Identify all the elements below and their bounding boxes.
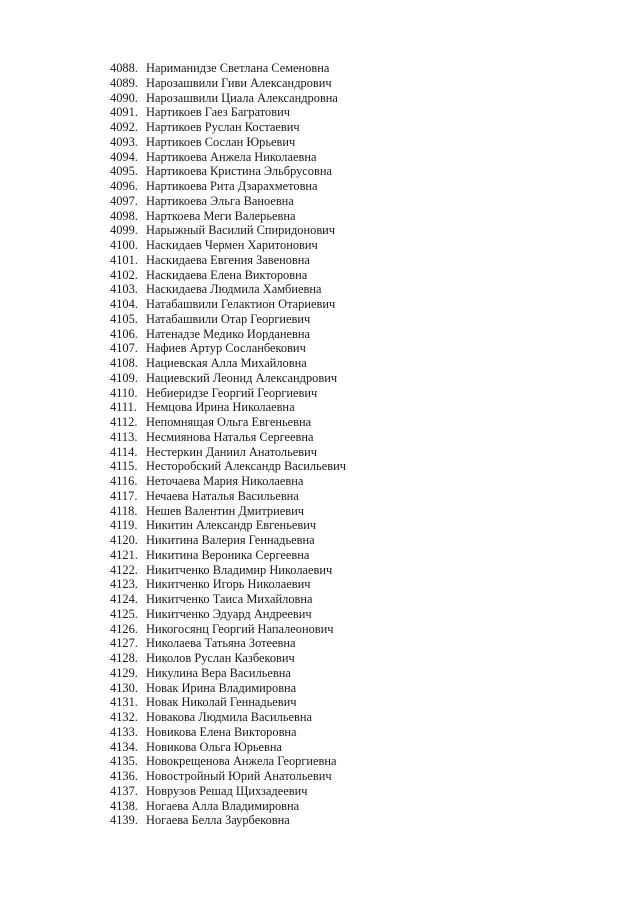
list-item: [110, 164, 346, 179]
list-item: [110, 415, 346, 430]
entry-number: 4104.: [110, 297, 138, 311]
entry-number: 4100.: [110, 238, 138, 252]
entry-number: 4106.: [110, 326, 138, 341]
list-item: [110, 754, 346, 769]
entry-name: Натабашвили Отар Георгиевич: [146, 311, 311, 326]
list-item: [110, 400, 346, 415]
entry-name: Нартикоев Сослан Юрьевич: [146, 134, 296, 149]
list-item: [110, 651, 346, 666]
entry-name: Нартикоев Руслан Костаевич: [146, 120, 300, 134]
entry-name: Нечаева Наталья Васильевна: [146, 488, 299, 503]
entry-number: 4125.: [110, 606, 138, 621]
entry-number: 4097.: [110, 193, 138, 208]
entry-name: Нестеркин Даниил Анатольевич: [146, 444, 317, 459]
entry-name: Новостройный Юрий Анатольевич: [146, 769, 332, 783]
entry-number: 4138.: [110, 798, 138, 813]
entry-number: 4093.: [110, 134, 138, 149]
entry-name: Нартикоев Гаез Багратович: [146, 105, 290, 120]
list-item: [110, 607, 346, 622]
entry-name: Натенадзе Медико Иорданевна: [146, 326, 311, 341]
entry-number: 4116.: [110, 474, 138, 488]
entry-name: Нарыжный Василий Спиридонович: [146, 223, 336, 238]
entry-number: 4126.: [110, 621, 138, 636]
entry-name: Новрузов Решад Щихзадеевич: [146, 783, 308, 798]
entry-number: 4120.: [110, 533, 138, 547]
entry-number: 4092.: [110, 120, 138, 134]
entry-name: Никогосянц Георгий Напалеонович: [146, 621, 334, 636]
entry-name: Небиеридзе Георгий Георгиевич: [146, 385, 318, 400]
entry-number: 4111.: [110, 400, 137, 415]
entry-name: Непомнящая Ольга Евгеньевна: [146, 415, 312, 429]
entry-number: 4136.: [110, 769, 138, 783]
entry-number: 4129.: [110, 665, 138, 680]
list-item: [110, 238, 346, 253]
entry-number: 4108.: [110, 356, 138, 370]
entry-number: 4139.: [110, 813, 138, 828]
list-item: [110, 666, 346, 681]
entry-name: Никитченко Владимир Николаевич: [146, 562, 333, 577]
entry-number: 4109.: [110, 370, 138, 385]
entry-name: Нартикоева Эльга Ваноевна: [146, 193, 294, 208]
entry-number: 4110.: [110, 385, 138, 400]
entry-number: 4096.: [110, 179, 138, 193]
entry-name: Нарозашвили Гиви Александрович: [146, 75, 332, 90]
entry-name: Никитин Александр Евгеньевич: [146, 518, 317, 533]
entry-name: Нартикоева Рита Дзарахметовна: [146, 179, 318, 193]
list-item: [110, 799, 346, 814]
entry-number: 4128.: [110, 651, 138, 665]
entry-name: Немцова Ирина Николаевна: [146, 400, 295, 415]
entry-number: 4088.: [110, 61, 138, 75]
list-item: [110, 194, 346, 209]
list-item: [110, 548, 346, 563]
list-item: [110, 474, 346, 489]
list-item: [110, 135, 346, 150]
entry-number: 4102.: [110, 267, 138, 282]
entry-name: Никитина Вероника Сергеевна: [146, 547, 310, 562]
entry-number: 4135.: [110, 754, 138, 769]
entry-name: Никитченко Игорь Николаевич: [146, 577, 311, 592]
list-item: [110, 489, 346, 504]
entry-number: 4099.: [110, 223, 138, 238]
entry-name: Николаева Татьяна Зотеевна: [146, 636, 296, 651]
entry-number: 4134.: [110, 739, 138, 754]
entry-number: 4094.: [110, 149, 138, 164]
entry-name: Никулина Вера Васильевна: [146, 665, 291, 680]
entry-name: Ногаева Белла Заурбековна: [146, 813, 290, 828]
entry-number: 4089.: [110, 75, 138, 90]
entry-name: Наскидаев Чермен Харитонович: [146, 238, 318, 252]
name-list: [110, 61, 346, 828]
list-item: [110, 253, 346, 268]
entry-number: 4121.: [110, 547, 138, 562]
entry-name: Ногаева Алла Владимировна: [146, 798, 300, 813]
entry-name: Николов Руслан Казбекович: [146, 651, 295, 665]
list-item: [110, 518, 346, 533]
entry-name: Новокрещенова Анжела Георгиевна: [146, 754, 337, 769]
list-item: [110, 577, 346, 592]
list-item: [110, 695, 346, 710]
list-item: [110, 445, 346, 460]
entry-name: Нациевская Алла Михайловна: [146, 356, 307, 370]
entry-name: Наскидаева Елена Викторовна: [146, 267, 308, 282]
entry-number: 4132.: [110, 710, 138, 724]
entry-name: Нартикоева Анжела Николаевна: [146, 149, 317, 164]
entry-name: Никитина Валерия Геннадьевна: [146, 533, 315, 547]
entry-number: 4133.: [110, 724, 138, 739]
list-item: [110, 636, 346, 651]
entry-number: 4131.: [110, 695, 138, 710]
list-item: [110, 356, 346, 371]
entry-number: 4117.: [110, 488, 138, 503]
list-item: [110, 150, 346, 165]
entry-number: 4103.: [110, 282, 138, 297]
list-item: [110, 459, 346, 474]
entry-number: 4101.: [110, 252, 138, 267]
list-item: [110, 563, 346, 578]
list-item: [110, 386, 346, 401]
list-item: [110, 282, 346, 297]
list-item: [110, 813, 346, 828]
list-item: [110, 91, 346, 106]
list-item: [110, 209, 346, 224]
list-item: [110, 297, 346, 312]
list-item: [110, 622, 346, 637]
list-item: [110, 341, 346, 356]
entry-name: Новакова Людмила Васильевна: [146, 710, 312, 724]
entry-name: Несмиянова Наталья Сергеевна: [146, 429, 314, 444]
entry-name: Никитченко Эдуард Андреевич: [146, 606, 312, 621]
entry-name: Новак Николай Геннадьевич: [146, 695, 297, 710]
entry-number: 4105.: [110, 311, 138, 326]
entry-number: 4119.: [110, 518, 138, 533]
entry-number: 4098.: [110, 208, 138, 223]
entry-name: Натабашвили Гелактион Отариевич: [146, 297, 336, 311]
entry-name: Нартикоева Кристина Эльбрусовна: [146, 164, 332, 179]
list-item: [110, 223, 346, 238]
entry-name: Новикова Ольга Юрьевна: [146, 739, 283, 754]
entry-number: 4118.: [110, 503, 138, 518]
entry-number: 4112.: [110, 415, 138, 429]
entry-name: Нарозашвили Циала Александровна: [146, 90, 338, 105]
entry-number: 4115.: [110, 459, 138, 474]
entry-number: 4124.: [110, 592, 138, 606]
entry-name: Нарткоева Меги Валерьевна: [146, 208, 296, 223]
entry-number: 4113.: [110, 429, 138, 444]
entry-number: 4122.: [110, 562, 138, 577]
list-item: [110, 740, 346, 755]
list-item: [110, 504, 346, 519]
entry-number: 4095.: [110, 164, 138, 179]
list-item: [110, 61, 346, 76]
entry-number: 4114.: [110, 444, 138, 459]
entry-name: Несторобский Александр Васильевич: [146, 459, 346, 474]
entry-name: Новикова Елена Викторовна: [146, 724, 297, 739]
entry-name: Наскидаева Евгения Завеновна: [146, 252, 310, 267]
entry-name: Нафиев Артур Сосланбекович: [146, 341, 306, 356]
entry-name: Неточаева Мария Николаевна: [146, 474, 304, 488]
entry-name: Новак Ирина Владимировна: [146, 680, 297, 695]
entry-name: Нариманидзе Светлана Семеновна: [146, 61, 330, 75]
list-item: [110, 592, 346, 607]
list-item: [110, 120, 346, 135]
entry-name: Нешев Валентин Дмитриевич: [146, 503, 304, 518]
list-item: [110, 769, 346, 784]
entry-number: 4137.: [110, 783, 138, 798]
entry-number: 4130.: [110, 680, 138, 695]
list-item: [110, 268, 346, 283]
entry-number: 4107.: [110, 341, 138, 356]
list-item: [110, 105, 346, 120]
list-item: [110, 327, 346, 342]
entry-number: 4091.: [110, 105, 138, 120]
entry-name: Никитченко Таиса Михайловна: [146, 592, 313, 606]
list-item: [110, 784, 346, 799]
entry-number: 4127.: [110, 636, 138, 651]
list-item: [110, 710, 346, 725]
entry-name: Наскидаева Людмила Хамбиевна: [146, 282, 322, 297]
list-item: [110, 312, 346, 327]
list-item: [110, 430, 346, 445]
list-item: [110, 371, 346, 386]
list-item: [110, 725, 346, 740]
entry-number: 4123.: [110, 577, 138, 592]
list-item: [110, 533, 346, 548]
list-item: [110, 76, 346, 91]
entry-number: 4090.: [110, 90, 138, 105]
entry-name: Нациевский Леонид Александрович: [146, 370, 338, 385]
list-item: [110, 681, 346, 696]
list-item: [110, 179, 346, 194]
